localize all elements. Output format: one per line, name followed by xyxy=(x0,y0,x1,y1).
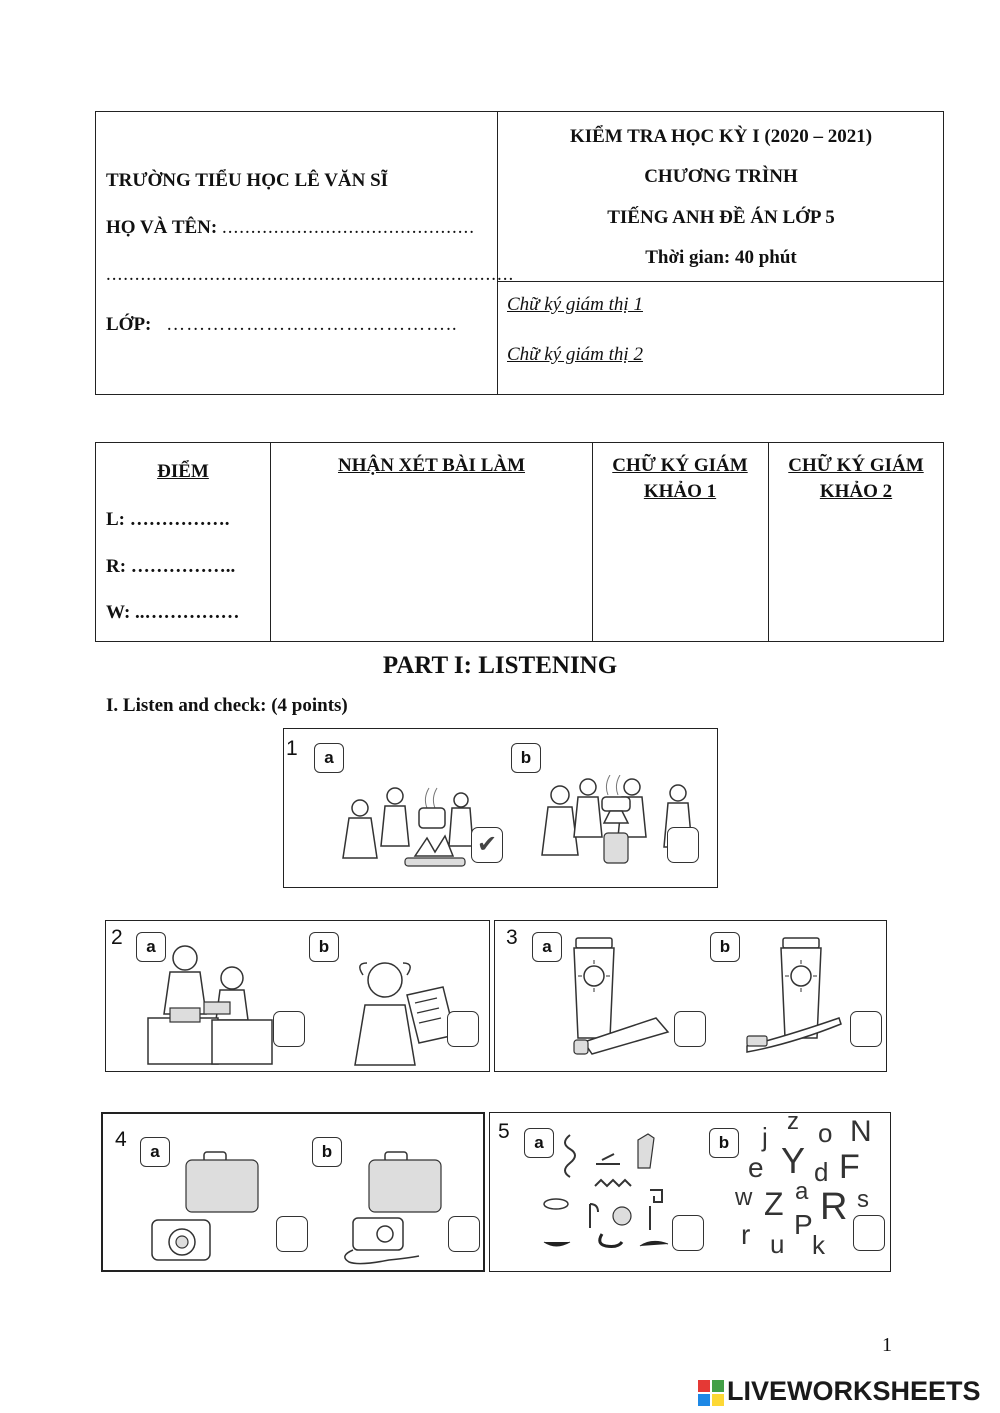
letter-r: r xyxy=(741,1219,751,1250)
suitcase-music-player-picture xyxy=(335,1150,445,1265)
letter-j: j xyxy=(762,1122,768,1152)
letter-F: F xyxy=(839,1148,860,1186)
liveworksheets-logo-icon xyxy=(697,1379,725,1407)
letter-k: k xyxy=(812,1230,825,1260)
letter-N: N xyxy=(850,1115,872,1148)
letter-R: R xyxy=(820,1186,848,1228)
proctor-signature-1: Chữ ký giám thị 1 xyxy=(507,294,643,315)
question-3-number: 3 xyxy=(506,926,518,949)
question-4-option-b-label: b xyxy=(312,1137,342,1167)
question-1-number: 1 xyxy=(286,737,298,760)
question-2-option-a-checkbox[interactable] xyxy=(273,1011,305,1047)
instruction: I. Listen and check: (4 points) xyxy=(106,695,348,716)
letter-Y: Y xyxy=(781,1140,806,1181)
letter-w: w xyxy=(735,1184,753,1211)
school-name: TRƯỜNG TIỂU HỌC LÊ VĂN SĨ xyxy=(106,170,389,191)
class-label xyxy=(106,314,458,336)
hieroglyphs-picture xyxy=(540,1130,670,1265)
part-title: PART I: LISTENING xyxy=(382,652,618,679)
name-field[interactable]: ............................................ xyxy=(221,217,475,238)
sunscreen-toothbrush-picture xyxy=(745,932,845,1057)
name-label-text: HỌ VÀ TÊN: xyxy=(106,217,218,238)
suitcase-camera-picture xyxy=(150,1150,260,1265)
question-2-option-b-label: b xyxy=(309,932,339,962)
question-2-number: 2 xyxy=(111,926,123,949)
question-5-option-a-label: a xyxy=(524,1128,554,1158)
letter-u: u xyxy=(770,1229,785,1259)
comments-title: NHẬN XÉT BÀI LÀM xyxy=(337,455,526,476)
reading-girl-picture xyxy=(345,955,460,1067)
question-3-option-b-checkbox[interactable] xyxy=(850,1011,882,1047)
name-label xyxy=(106,217,475,239)
question-1-option-b-checkbox[interactable] xyxy=(667,827,699,863)
question-4-option-a-checkbox[interactable] xyxy=(276,1216,308,1252)
score-title: ĐIỂM xyxy=(157,461,209,482)
letter-d: d xyxy=(814,1157,829,1187)
question-5-option-b-checkbox[interactable] xyxy=(853,1215,885,1251)
name-field-line-2[interactable]: ....................................................................... xyxy=(106,264,515,285)
letter-P: P xyxy=(794,1209,813,1240)
question-1-option-a-label: a xyxy=(314,743,344,773)
listening-score-field[interactable]: L: ……………. xyxy=(106,509,230,530)
class-field[interactable]: …………………………………….. xyxy=(166,314,458,335)
letter-e: e xyxy=(748,1152,764,1183)
question-5-number: 5 xyxy=(498,1120,510,1143)
question-2-option-b-checkbox[interactable] xyxy=(447,1011,479,1047)
proctor-signature-2: Chữ ký giám thị 2 xyxy=(507,344,643,365)
score-divider-2 xyxy=(592,442,593,642)
exam-title: KIỂM TRA HỌC KỲ I (2020 – 2021) xyxy=(569,126,873,147)
class-label-text: LỚP: xyxy=(106,314,152,335)
subject-label: TIẾNG ANH ĐỀ ÁN LỚP 5 xyxy=(607,207,835,228)
page-number: 1 xyxy=(882,1334,892,1356)
question-4-option-a-label: a xyxy=(140,1137,170,1167)
examiner-signature-2: CHỮ KÝ GIÁM KHẢO 2 xyxy=(788,455,924,502)
question-4-number: 4 xyxy=(115,1128,127,1151)
question-5-option-b-label: b xyxy=(709,1128,739,1158)
program-label: CHƯƠNG TRÌNH xyxy=(644,166,798,187)
writing-score-field[interactable]: W: ..…………… xyxy=(106,602,240,623)
question-3-option-b-label: b xyxy=(710,932,740,962)
question-4-option-b-checkbox[interactable] xyxy=(448,1216,480,1252)
question-2-option-a-label: a xyxy=(136,932,166,962)
letter-a: a xyxy=(795,1178,809,1205)
question-1-option-b-label: b xyxy=(511,743,541,773)
letter-z: z xyxy=(787,1108,799,1135)
campfire-cooking-picture xyxy=(335,778,475,873)
packing-boxes-picture xyxy=(140,938,275,1068)
question-1-option-a-checkbox[interactable]: ✔ xyxy=(471,827,503,863)
time-label: Thời gian: 40 phút xyxy=(645,247,797,268)
reading-score-field[interactable]: R: …………….. xyxy=(106,556,236,577)
score-divider-3 xyxy=(768,442,769,642)
letter-o: o xyxy=(818,1118,833,1148)
question-3-option-a-label: a xyxy=(532,932,562,962)
letter-s: s xyxy=(857,1186,869,1213)
question-5-option-a-checkbox[interactable] xyxy=(672,1215,704,1251)
sunscreen-toothpaste-picture xyxy=(570,932,675,1062)
letter-Z-large: Z xyxy=(764,1186,784,1222)
question-3-option-a-checkbox[interactable] xyxy=(674,1011,706,1047)
watermark-text: LIVEWORKSHEETS xyxy=(727,1376,981,1406)
examiner-signature-1: CHỮ KÝ GIÁM KHẢO 1 xyxy=(612,455,748,502)
header-right-divider xyxy=(497,281,944,282)
